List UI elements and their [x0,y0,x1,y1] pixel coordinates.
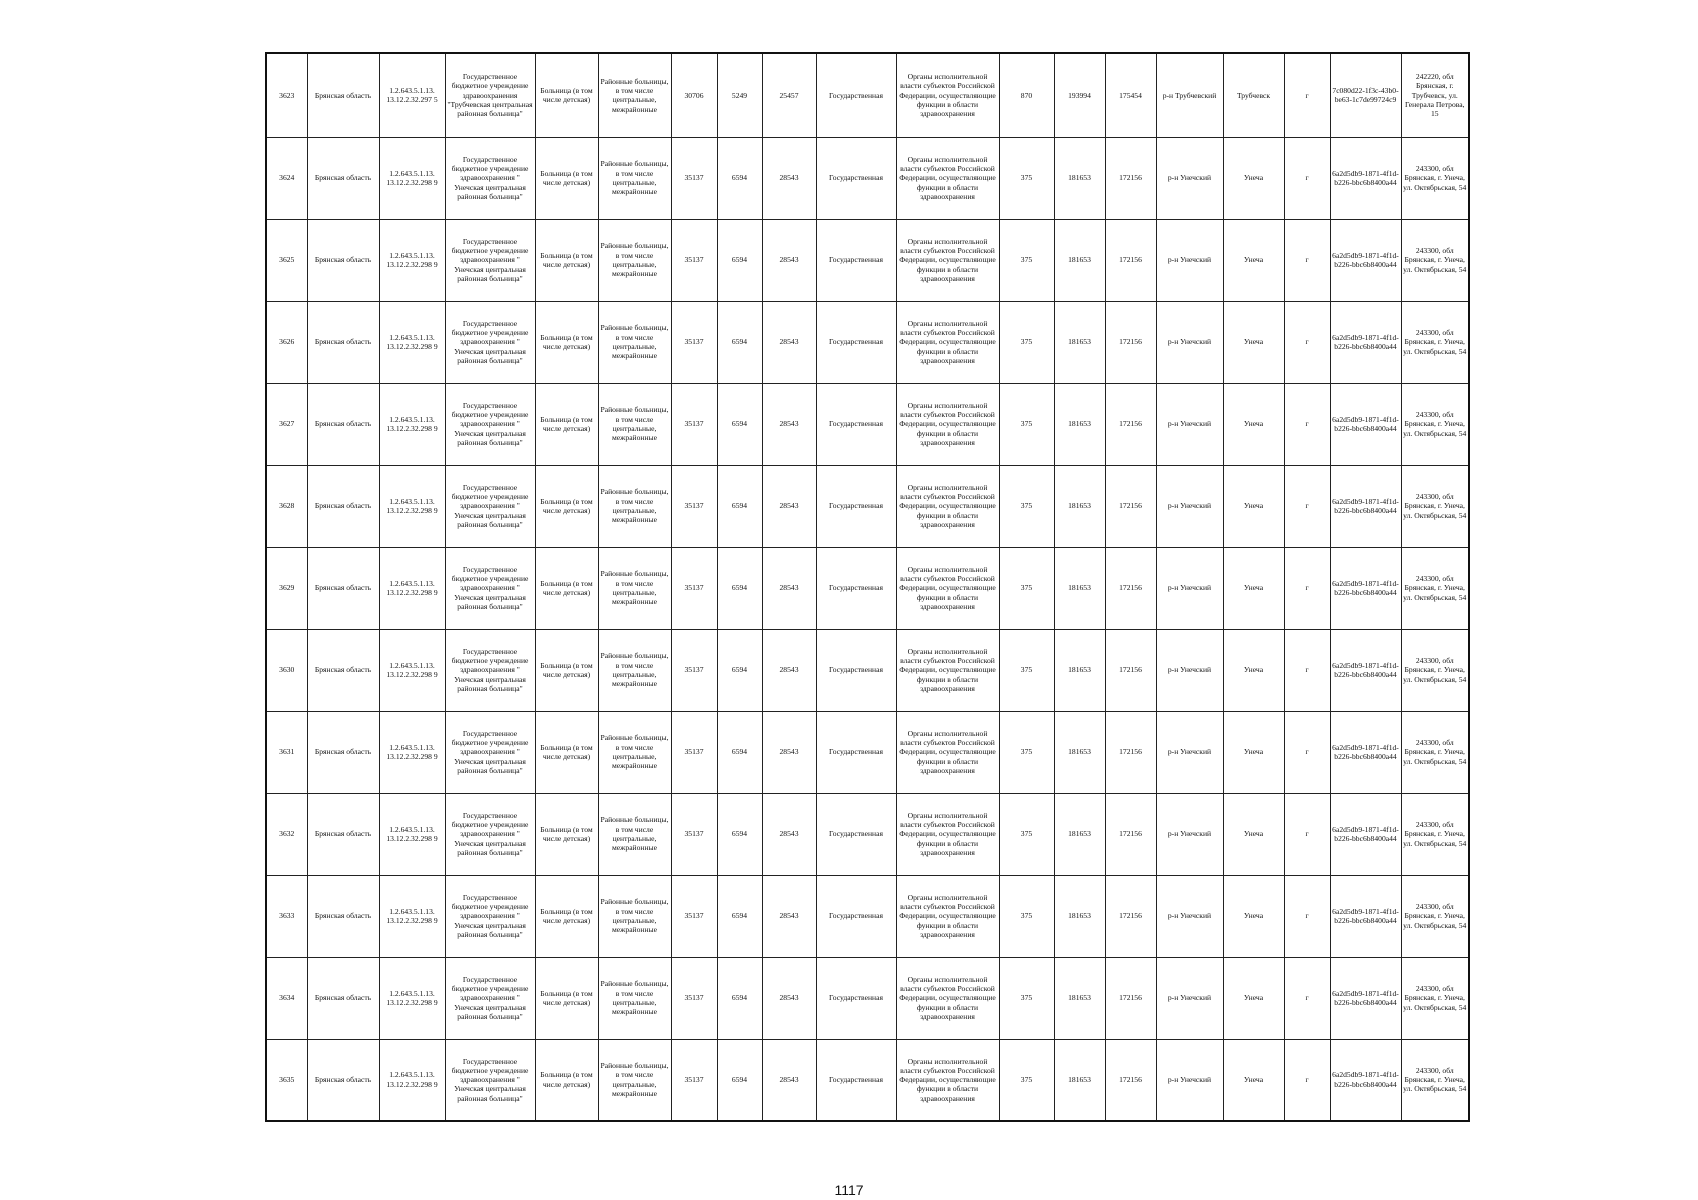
region-cell: Брянская область [307,465,379,547]
code-a-cell: 375 [999,383,1054,465]
value-b-cell: 6594 [717,875,762,957]
table-row [266,711,1469,793]
code-a-cell: 375 [999,711,1054,793]
region-cell: Брянская область [307,875,379,957]
value-b-cell: 6594 [717,547,762,629]
code-c-cell: 175454 [1105,53,1156,137]
value-a-cell: 35137 [671,875,717,957]
value-a-cell: 35137 [671,711,717,793]
locality-cell: Унеча [1223,383,1284,465]
value-b-cell: 6594 [717,629,762,711]
table-row [266,137,1469,219]
ownership-cell: Государственная [816,547,896,629]
code-b-cell: 181653 [1054,547,1105,629]
region-cell: Брянская область [307,711,379,793]
code-b-cell: 181653 [1054,219,1105,301]
value-a-cell: 35137 [671,301,717,383]
address-cell: 243300, обл Брянская, г. Унеча, ул. Октябрьская, 54 [1401,547,1469,629]
address-cell: 243300, обл Брянская, г. Унеча, ул. Октябрьская, 54 [1401,711,1469,793]
value-a-cell: 35137 [671,793,717,875]
organization-name-cell: Государственное бюджетное учреждение здравоохранения " Унечская центральная районная больница" [445,957,535,1039]
organization-name-cell: Государственное бюджетное учреждение здравоохранения " Унечская центральная районная больница" [445,465,535,547]
value-a-cell: 35137 [671,219,717,301]
record-number-cell: 3623 [266,53,307,137]
locality-cell: Унеча [1223,465,1284,547]
facility-subtype-cell: Районные больницы, в том числе центральные, межрайонные [598,547,671,629]
table-row [266,629,1469,711]
ownership-cell: Государственная [816,219,896,301]
ownership-cell: Государственная [816,137,896,219]
facility-type-cell: Больница (в том числе детская) [535,711,598,793]
organization-name-cell: Государственное бюджетное учреждение здравоохранения " Унечская центральная районная больница" [445,793,535,875]
value-a-cell: 35137 [671,1039,717,1121]
organization-name-cell: Государственное бюджетное учреждение здравоохранения " Унечская центральная районная больница" [445,383,535,465]
code-c-cell: 172156 [1105,957,1156,1039]
facility-subtype-cell: Районные больницы, в том числе центральные, межрайонные [598,793,671,875]
district-cell: р-н Унечский [1156,465,1223,547]
record-number-cell: 3633 [266,875,307,957]
code-b-cell: 181653 [1054,383,1105,465]
value-b-cell: 6594 [717,219,762,301]
code-a-cell: 375 [999,1039,1054,1121]
authority-cell: Органы исполнительной власти субъектов Российской Федерации, осуществляющие функции в области здравоохранения [896,957,999,1039]
code-b-cell: 181653 [1054,711,1105,793]
value-a-cell: 35137 [671,957,717,1039]
value-b-cell: 6594 [717,1039,762,1121]
district-cell: р-н Унечский [1156,711,1223,793]
region-cell: Брянская область [307,957,379,1039]
locality-cell: Унеча [1223,1039,1284,1121]
region-cell: Брянская область [307,793,379,875]
code-a-cell: 375 [999,301,1054,383]
value-b-cell: 6594 [717,383,762,465]
oid-cell: 1.2.643.5.1.13. 13.12.2.32.298 9 [379,137,445,219]
value-b-cell: 6594 [717,137,762,219]
value-b-cell: 5249 [717,53,762,137]
code-c-cell: 172156 [1105,137,1156,219]
authority-cell: Органы исполнительной власти субъектов Российской Федерации, осуществляющие функции в области здравоохранения [896,383,999,465]
value-c-cell: 28543 [762,137,816,219]
district-cell: р-н Унечский [1156,957,1223,1039]
guid-cell: 6a2d5db9-1871-4f1d-b226-bbc6b8400a44 [1330,137,1401,219]
record-number-cell: 3632 [266,793,307,875]
table-row [266,465,1469,547]
record-number-cell: 3634 [266,957,307,1039]
ownership-cell: Государственная [816,875,896,957]
locality-cell: Унеча [1223,219,1284,301]
oid-cell: 1.2.643.5.1.13. 13.12.2.32.298 9 [379,793,445,875]
guid-cell: 6a2d5db9-1871-4f1d-b226-bbc6b8400a44 [1330,383,1401,465]
record-number-cell: 3625 [266,219,307,301]
address-cell: 243300, обл Брянская, г. Унеча, ул. Октябрьская, 54 [1401,629,1469,711]
value-b-cell: 6594 [717,957,762,1039]
guid-cell: 6a2d5db9-1871-4f1d-b226-bbc6b8400a44 [1330,1039,1401,1121]
value-c-cell: 28543 [762,793,816,875]
facility-subtype-cell: Районные больницы, в том числе центральные, межрайонные [598,219,671,301]
authority-cell: Органы исполнительной власти субъектов Российской Федерации, осуществляющие функции в области здравоохранения [896,793,999,875]
record-number-cell: 3628 [266,465,307,547]
locality-type-cell: г [1284,875,1330,957]
code-a-cell: 375 [999,465,1054,547]
locality-type-cell: г [1284,547,1330,629]
value-a-cell: 35137 [671,383,717,465]
value-c-cell: 28543 [762,957,816,1039]
facility-type-cell: Больница (в том числе детская) [535,957,598,1039]
locality-cell: Унеча [1223,793,1284,875]
table-row [266,875,1469,957]
locality-cell: Унеча [1223,547,1284,629]
locality-type-cell: г [1284,1039,1330,1121]
code-a-cell: 375 [999,793,1054,875]
record-number-cell: 3631 [266,711,307,793]
organization-name-cell: Государственное бюджетное учреждение здравоохранения " Унечская центральная районная больница" [445,301,535,383]
table-row [266,219,1469,301]
facility-subtype-cell: Районные больницы, в том числе центральные, межрайонные [598,301,671,383]
guid-cell: 6a2d5db9-1871-4f1d-b226-bbc6b8400a44 [1330,465,1401,547]
code-c-cell: 172156 [1105,219,1156,301]
oid-cell: 1.2.643.5.1.13. 13.12.2.32.298 9 [379,875,445,957]
code-c-cell: 172156 [1105,875,1156,957]
code-c-cell: 172156 [1105,301,1156,383]
value-c-cell: 28543 [762,629,816,711]
locality-type-cell: г [1284,383,1330,465]
authority-cell: Органы исполнительной власти субъектов Российской Федерации, осуществляющие функции в области здравоохранения [896,629,999,711]
code-a-cell: 375 [999,547,1054,629]
address-cell: 243300, обл Брянская, г. Унеча, ул. Октябрьская, 54 [1401,875,1469,957]
facility-type-cell: Больница (в том числе детская) [535,301,598,383]
table-body [266,53,1469,1121]
facility-subtype-cell: Районные больницы, в том числе центральные, межрайонные [598,1039,671,1121]
locality-cell: Унеча [1223,137,1284,219]
region-cell: Брянская область [307,547,379,629]
district-cell: р-н Унечский [1156,547,1223,629]
record-number-cell: 3635 [266,1039,307,1121]
locality-type-cell: г [1284,465,1330,547]
locality-type-cell: г [1284,137,1330,219]
facility-type-cell: Больница (в том числе детская) [535,629,598,711]
value-c-cell: 28543 [762,301,816,383]
code-a-cell: 870 [999,53,1054,137]
code-b-cell: 181653 [1054,465,1105,547]
locality-cell: Унеча [1223,957,1284,1039]
code-a-cell: 375 [999,137,1054,219]
locality-type-cell: г [1284,629,1330,711]
address-cell: 243300, обл Брянская, г. Унеча, ул. Октябрьская, 54 [1401,465,1469,547]
guid-cell: 6a2d5db9-1871-4f1d-b226-bbc6b8400a44 [1330,301,1401,383]
oid-cell: 1.2.643.5.1.13. 13.12.2.32.298 9 [379,301,445,383]
organization-name-cell: Государственное бюджетное учреждение здравоохранения " Унечская центральная районная больница" [445,1039,535,1121]
district-cell: р-н Унечский [1156,793,1223,875]
table-row [266,1039,1469,1121]
value-c-cell: 28543 [762,547,816,629]
code-b-cell: 181653 [1054,301,1105,383]
region-cell: Брянская область [307,53,379,137]
value-c-cell: 25457 [762,53,816,137]
locality-cell: Унеча [1223,711,1284,793]
ownership-cell: Государственная [816,629,896,711]
value-c-cell: 28543 [762,711,816,793]
ownership-cell: Государственная [816,465,896,547]
code-b-cell: 181653 [1054,957,1105,1039]
table-row [266,53,1469,137]
value-a-cell: 30706 [671,53,717,137]
guid-cell: 6a2d5db9-1871-4f1d-b226-bbc6b8400a44 [1330,629,1401,711]
facility-type-cell: Больница (в том числе детская) [535,1039,598,1121]
code-a-cell: 375 [999,219,1054,301]
district-cell: р-н Унечский [1156,301,1223,383]
record-number-cell: 3626 [266,301,307,383]
code-c-cell: 172156 [1105,793,1156,875]
value-b-cell: 6594 [717,793,762,875]
address-cell: 243300, обл Брянская, г. Унеча, ул. Октябрьская, 54 [1401,219,1469,301]
authority-cell: Органы исполнительной власти субъектов Российской Федерации, осуществляющие функции в области здравоохранения [896,137,999,219]
address-cell: 243300, обл Брянская, г. Унеча, ул. Октябрьская, 54 [1401,1039,1469,1121]
facility-subtype-cell: Районные больницы, в том числе центральные, межрайонные [598,383,671,465]
value-b-cell: 6594 [717,301,762,383]
code-a-cell: 375 [999,875,1054,957]
code-b-cell: 181653 [1054,1039,1105,1121]
code-c-cell: 172156 [1105,383,1156,465]
locality-type-cell: г [1284,711,1330,793]
district-cell: р-н Унечский [1156,137,1223,219]
code-b-cell: 181653 [1054,137,1105,219]
district-cell: р-н Унечский [1156,219,1223,301]
ownership-cell: Государственная [816,1039,896,1121]
value-a-cell: 35137 [671,629,717,711]
value-a-cell: 35137 [671,547,717,629]
locality-type-cell: г [1284,793,1330,875]
value-c-cell: 28543 [762,875,816,957]
locality-type-cell: г [1284,219,1330,301]
address-cell: 243300, обл Брянская, г. Унеча, ул. Октябрьская, 54 [1401,383,1469,465]
guid-cell: 6a2d5db9-1871-4f1d-b226-bbc6b8400a44 [1330,957,1401,1039]
region-cell: Брянская область [307,219,379,301]
district-cell: р-н Унечский [1156,1039,1223,1121]
record-number-cell: 3630 [266,629,307,711]
code-a-cell: 375 [999,957,1054,1039]
guid-cell: 6a2d5db9-1871-4f1d-b226-bbc6b8400a44 [1330,875,1401,957]
facility-subtype-cell: Районные больницы, в том числе центральные, межрайонные [598,711,671,793]
registry-table [265,52,1470,1122]
code-c-cell: 172156 [1105,1039,1156,1121]
code-b-cell: 193994 [1054,53,1105,137]
code-c-cell: 172156 [1105,465,1156,547]
value-a-cell: 35137 [671,137,717,219]
locality-type-cell: г [1284,301,1330,383]
address-cell: 243300, обл Брянская, г. Унеча, ул. Октябрьская, 54 [1401,301,1469,383]
region-cell: Брянская область [307,301,379,383]
ownership-cell: Государственная [816,711,896,793]
facility-type-cell: Больница (в том числе детская) [535,793,598,875]
guid-cell: 6a2d5db9-1871-4f1d-b226-bbc6b8400a44 [1330,547,1401,629]
value-c-cell: 28543 [762,1039,816,1121]
facility-subtype-cell: Районные больницы, в том числе центральные, межрайонные [598,137,671,219]
table-row [266,957,1469,1039]
facility-type-cell: Больница (в том числе детская) [535,465,598,547]
locality-cell: Унеча [1223,629,1284,711]
value-b-cell: 6594 [717,711,762,793]
region-cell: Брянская область [307,629,379,711]
code-b-cell: 181653 [1054,629,1105,711]
authority-cell: Органы исполнительной власти субъектов Российской Федерации, осуществляющие функции в области здравоохранения [896,465,999,547]
page-number: 1117 [834,1182,864,1198]
organization-name-cell: Государственное бюджетное учреждение здравоохранения " Унечская центральная районная больница" [445,547,535,629]
locality-type-cell: г [1284,957,1330,1039]
facility-type-cell: Больница (в том числе детская) [535,219,598,301]
facility-type-cell: Больница (в том числе детская) [535,137,598,219]
locality-cell: Унеча [1223,301,1284,383]
organization-name-cell: Государственное бюджетное учреждение здравоохранения "Трубчевская центральная районная больница" [445,53,535,137]
code-c-cell: 172156 [1105,629,1156,711]
table-row [266,301,1469,383]
record-number-cell: 3629 [266,547,307,629]
facility-type-cell: Больница (в том числе детская) [535,875,598,957]
code-c-cell: 172156 [1105,547,1156,629]
ownership-cell: Государственная [816,53,896,137]
table-row [266,383,1469,465]
value-c-cell: 28543 [762,383,816,465]
organization-name-cell: Государственное бюджетное учреждение здравоохранения " Унечская центральная районная больница" [445,137,535,219]
guid-cell: 7c080d22-1f3c-43b0-be63-1c7de99724c9 [1330,53,1401,137]
locality-cell: Унеча [1223,875,1284,957]
region-cell: Брянская область [307,137,379,219]
authority-cell: Органы исполнительной власти субъектов Российской Федерации, осуществляющие функции в области здравоохранения [896,219,999,301]
oid-cell: 1.2.643.5.1.13. 13.12.2.32.298 9 [379,1039,445,1121]
address-cell: 243300, обл Брянская, г. Унеча, ул. Октябрьская, 54 [1401,957,1469,1039]
oid-cell: 1.2.643.5.1.13. 13.12.2.32.298 9 [379,465,445,547]
code-b-cell: 181653 [1054,793,1105,875]
organization-name-cell: Государственное бюджетное учреждение здравоохранения " Унечская центральная районная больница" [445,219,535,301]
authority-cell: Органы исполнительной власти субъектов Российской Федерации, осуществляющие функции в области здравоохранения [896,301,999,383]
guid-cell: 6a2d5db9-1871-4f1d-b226-bbc6b8400a44 [1330,793,1401,875]
address-cell: 243300, обл Брянская, г. Унеча, ул. Октябрьская, 54 [1401,137,1469,219]
facility-type-cell: Больница (в том числе детская) [535,547,598,629]
address-cell: 242220, обл Брянская, г. Трубчевск, ул. Генерала Петрова, 15 [1401,53,1469,137]
organization-name-cell: Государственное бюджетное учреждение здравоохранения " Унечская центральная районная больница" [445,629,535,711]
authority-cell: Органы исполнительной власти субъектов Российской Федерации, осуществляющие функции в области здравоохранения [896,1039,999,1121]
authority-cell: Органы исполнительной власти субъектов Российской Федерации, осуществляющие функции в области здравоохранения [896,547,999,629]
district-cell: р-н Трубчевский [1156,53,1223,137]
district-cell: р-н Унечский [1156,383,1223,465]
oid-cell: 1.2.643.5.1.13. 13.12.2.32.298 9 [379,711,445,793]
oid-cell: 1.2.643.5.1.13. 13.12.2.32.298 9 [379,547,445,629]
record-number-cell: 3624 [266,137,307,219]
table-row [266,547,1469,629]
value-c-cell: 28543 [762,465,816,547]
locality-type-cell: г [1284,53,1330,137]
ownership-cell: Государственная [816,301,896,383]
facility-subtype-cell: Районные больницы, в том числе центральные, межрайонные [598,875,671,957]
region-cell: Брянская область [307,383,379,465]
ownership-cell: Государственная [816,793,896,875]
facility-type-cell: Больница (в том числе детская) [535,53,598,137]
ownership-cell: Государственная [816,383,896,465]
locality-cell: Трубчевск [1223,53,1284,137]
facility-type-cell: Больница (в том числе детская) [535,383,598,465]
organization-name-cell: Государственное бюджетное учреждение здравоохранения " Унечская центральная районная больница" [445,875,535,957]
record-number-cell: 3627 [266,383,307,465]
facility-subtype-cell: Районные больницы, в том числе центральные, межрайонные [598,629,671,711]
facility-subtype-cell: Районные больницы, в том числе центральные, межрайонные [598,957,671,1039]
district-cell: р-н Унечский [1156,629,1223,711]
oid-cell: 1.2.643.5.1.13. 13.12.2.32.298 9 [379,383,445,465]
oid-cell: 1.2.643.5.1.13. 13.12.2.32.297 5 [379,53,445,137]
code-c-cell: 172156 [1105,711,1156,793]
authority-cell: Органы исполнительной власти субъектов Российской Федерации, осуществляющие функции в области здравоохранения [896,875,999,957]
value-b-cell: 6594 [717,465,762,547]
guid-cell: 6a2d5db9-1871-4f1d-b226-bbc6b8400a44 [1330,711,1401,793]
organization-name-cell: Государственное бюджетное учреждение здравоохранения " Унечская центральная районная больница" [445,711,535,793]
district-cell: р-н Унечский [1156,875,1223,957]
value-c-cell: 28543 [762,219,816,301]
oid-cell: 1.2.643.5.1.13. 13.12.2.32.298 9 [379,629,445,711]
authority-cell: Органы исполнительной власти субъектов Российской Федерации, осуществляющие функции в области здравоохранения [896,711,999,793]
region-cell: Брянская область [307,1039,379,1121]
facility-subtype-cell: Районные больницы, в том числе центральные, межрайонные [598,465,671,547]
guid-cell: 6a2d5db9-1871-4f1d-b226-bbc6b8400a44 [1330,219,1401,301]
code-a-cell: 375 [999,629,1054,711]
oid-cell: 1.2.643.5.1.13. 13.12.2.32.298 9 [379,957,445,1039]
authority-cell: Органы исполнительной власти субъектов Российской Федерации, осуществляющие функции в области здравоохранения [896,53,999,137]
oid-cell: 1.2.643.5.1.13. 13.12.2.32.298 9 [379,219,445,301]
value-a-cell: 35137 [671,465,717,547]
code-b-cell: 181653 [1054,875,1105,957]
table-row [266,793,1469,875]
facility-subtype-cell: Районные больницы, в том числе центральные, межрайонные [598,53,671,137]
ownership-cell: Государственная [816,957,896,1039]
address-cell: 243300, обл Брянская, г. Унеча, ул. Октябрьская, 54 [1401,793,1469,875]
